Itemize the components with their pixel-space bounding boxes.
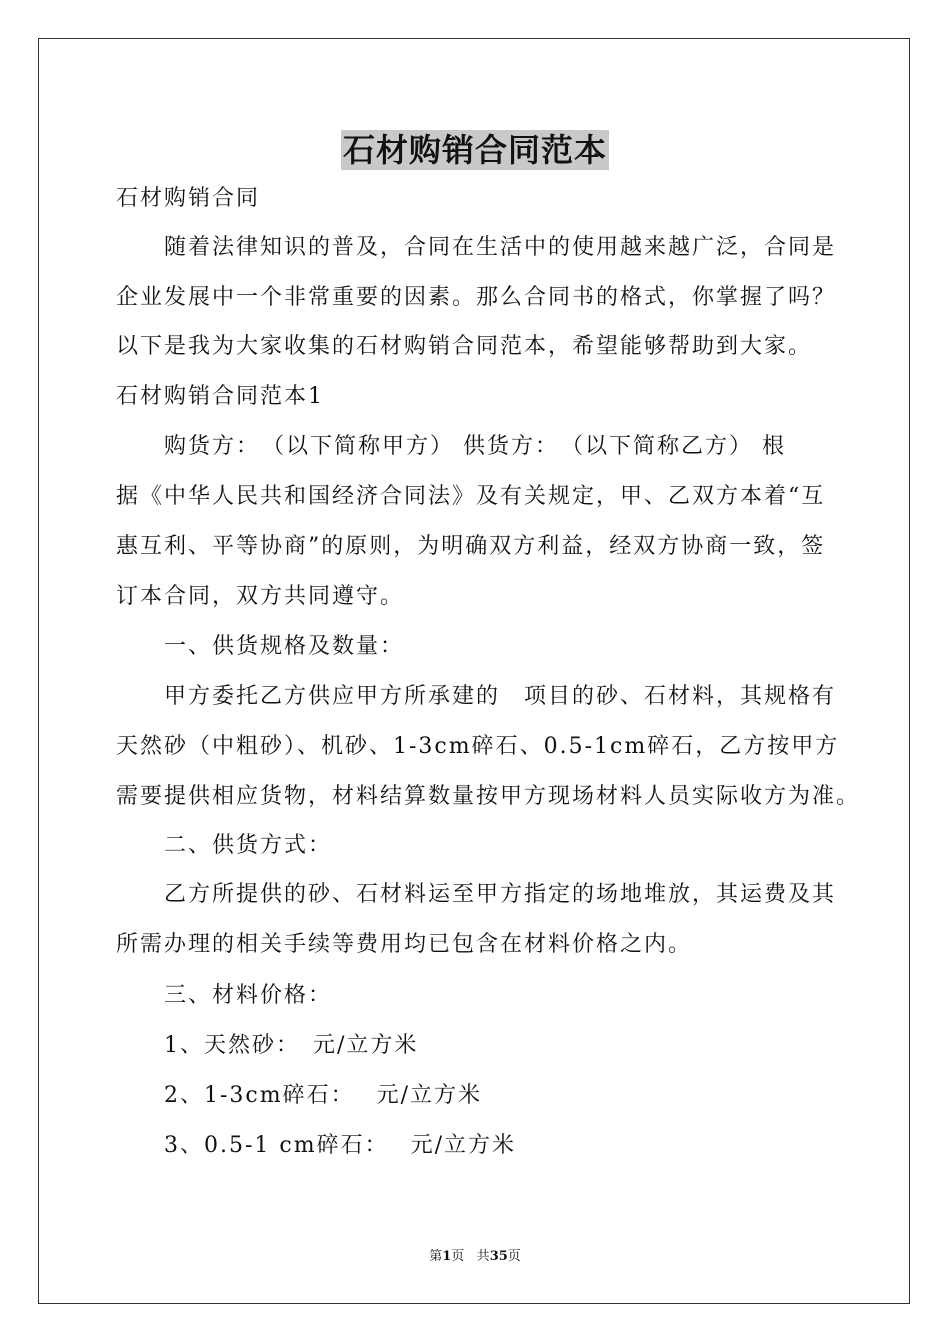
page-number: 1 [442,1249,452,1264]
text-line: 企业发展中一个非常重要的因素。那么合同书的格式，你掌握了吗？ [116,285,837,310]
text-line: 石材购销合同 [116,186,261,211]
text-line: 天然砂（中粗砂）、机砂、1-3cm碎石、0.5-1cm碎石，乙方按甲方 [116,734,840,759]
text-line: 三、材料价格： [116,983,333,1008]
text-line: 所需办理的相关手续等费用均已包含在材料价格之内。 [116,932,693,957]
page-border [38,38,910,1304]
text-line: 据《中华人民共和国经济合同法》及有关规定，甲、乙双方本着“互 [116,484,826,509]
text-line: 以下是我为大家收集的石材购销合同范本，希望能够帮助到大家。 [116,334,813,359]
page-suffix: 页 [451,1249,465,1264]
text-line: 1、天然砂： 元/立方米 [116,1033,419,1058]
text-line: 3、0.5-1 cm碎石： 元/立方米 [116,1133,516,1158]
text-line: 石材购销合同范本1 [116,384,324,409]
text-line: 二、供货方式： [116,833,333,858]
text-line: 需要提供相应货物，材料结算数量按甲方现场材料人员实际收方为准。 [116,784,861,809]
document-title: 石材购销合同范本 [342,131,607,169]
text-line: 2、1-3cm碎石： 元/立方米 [116,1083,483,1108]
document-title-wrapper [0,130,950,170]
text-line: 乙方所提供的砂、石材料运至甲方指定的场地堆放，其运费及其 [116,882,837,907]
total-suffix: 页 [507,1249,521,1264]
text-line: 随着法律知识的普及，合同在生活中的使用越来越广泛，合同是 [116,235,837,260]
text-line: 甲方委托乙方供应甲方所承建的 项目的砂、石材料，其规格有 [116,684,837,709]
text-line: 一、供货规格及数量： [116,634,405,659]
total-pages: 35 [489,1249,508,1264]
text-line: 订本合同，双方共同遵守。 [116,584,405,609]
text-line: 惠互利、平等协商”的原则，为明确双方利益，经双方协商一致，签 [116,534,826,559]
text-line: 购货方： （以下简称甲方） 供货方： （以下简称乙方） 根 [116,434,786,459]
page-footer [0,1248,950,1266]
page-prefix: 第 [429,1249,443,1264]
total-prefix: 共 [476,1249,490,1264]
